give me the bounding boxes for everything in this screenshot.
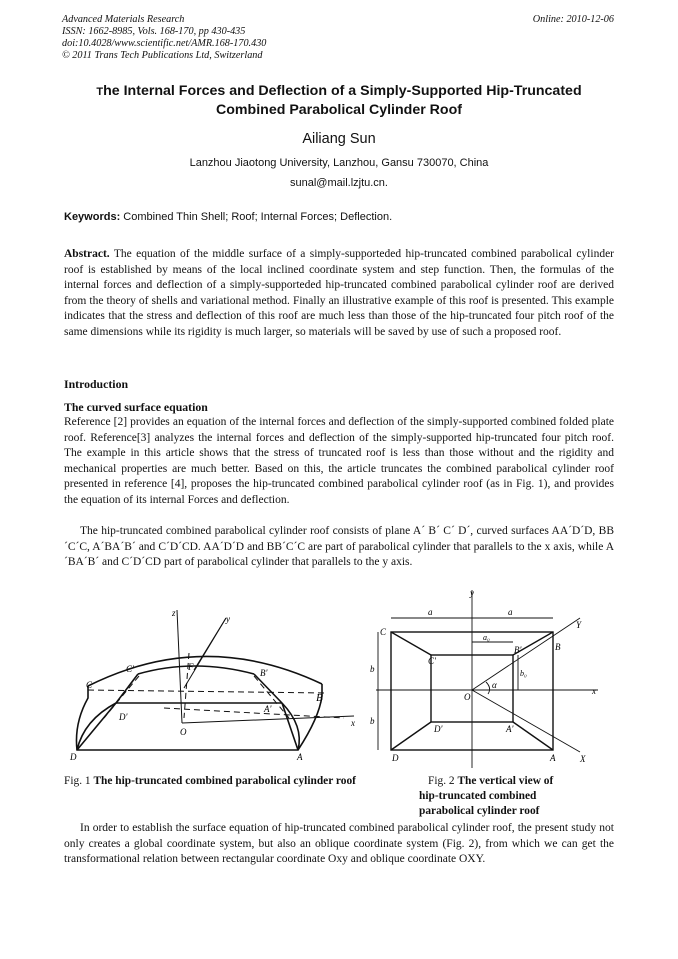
- roof-top-curve: [88, 656, 322, 686]
- email: sunal@mail.lzjtu.cn.: [290, 177, 388, 189]
- fig2-label-B-prime: B': [514, 645, 522, 655]
- fig2-caption-line1: The vertical view of: [457, 775, 554, 787]
- fig1-label-x: x: [351, 718, 355, 728]
- fig2-label-a1: a: [428, 607, 433, 617]
- fig1-label-D-prime: D': [119, 712, 128, 722]
- paper-title: [50, 82, 628, 119]
- fig1-label-A-prime: A': [264, 704, 272, 714]
- fig2-label-O: O: [464, 692, 471, 702]
- affiliation: Lanzhou Jiaotong University, Lanzhou, Gansu 730070, China: [189, 157, 489, 169]
- fig2-label-A-prime: A': [506, 724, 514, 734]
- abstract-label: Abstract.: [64, 248, 110, 260]
- fig1-label-B-prime: B': [260, 668, 268, 678]
- fig2-label-Y: Y: [576, 620, 582, 630]
- abstract: [64, 247, 614, 341]
- fig2-label-X: X: [580, 754, 586, 764]
- title-line2: Combined Parabolical Cylinder Roof: [216, 102, 462, 118]
- paragraph-3: In order to establish the surface equation of hip-truncated combined parabolical cylinder roof, the present study not only creates a global coordinate system, but also an oblique coordinate system (Fig. 2), from which we can get the transformational relation between rectangular coordinate Oxy and oblique coordinate OXY.: [64, 822, 614, 866]
- figure-2-caption: [428, 774, 553, 789]
- paragraph-2: The hip-truncated combined parabolical cylinder roof consists of plane A´ B´ C´ D´, curved surfaces AA´D´D, BB´C´C, A´BA´B´ and C´D´CD. AA´D´D and BB´C´C are part of parabolical cylinder that parallels to the x axis, while A´BA´B´ and C´D´CD part of parabolical cylinder that parallels to the y axis.: [64, 525, 614, 569]
- X-axis: [472, 690, 580, 752]
- fig1-label-A: A: [297, 752, 303, 762]
- title-first-letter: T: [96, 86, 104, 98]
- fig2-label-alpha: α: [492, 680, 497, 690]
- fig1-label-B: B: [316, 692, 323, 704]
- online-date: Online: 2010-12-06: [532, 14, 614, 25]
- fig2-label-C-prime: C': [428, 656, 436, 666]
- fig2-label-x: x: [592, 686, 596, 696]
- fig2-label-a2: a: [508, 607, 513, 617]
- section-heading-introduction: Introduction: [64, 377, 129, 391]
- figure-2-diagram: [368, 590, 608, 770]
- fig2-label-D-prime: D': [434, 724, 443, 734]
- figure-1-caption: [64, 774, 356, 789]
- fig2-label-b1: b: [370, 664, 375, 674]
- journal-header: [62, 14, 266, 62]
- fig1-label-z: z: [172, 608, 176, 618]
- fig2-label-B: B: [555, 642, 561, 652]
- fig1-label-F: F: [188, 662, 194, 672]
- fig1-label-C-prime: C': [126, 664, 134, 674]
- figure-1-diagram: [64, 598, 364, 768]
- subsection-heading: The curved surface equation: [64, 400, 208, 414]
- Y-axis: [472, 618, 580, 690]
- fig1-caption-prefix: Fig. 1: [64, 775, 94, 787]
- keywords-label: Keywords:: [64, 211, 121, 223]
- fig2-label-ao: a₀: [483, 633, 490, 642]
- author: Ailiang Sun: [302, 131, 376, 147]
- fig1-label-C: C: [86, 680, 93, 690]
- fig1-label-D: D: [70, 752, 77, 762]
- fig2-caption-line2-text: hip-truncated combined: [419, 790, 537, 802]
- paragraph-1: Reference [2] provides an equation of the internal forces and deflection of the simply-supported combined folded plate roof. Reference[3] analyzes the internal forces and deflection of the simply-supported hip-truncated four pitch roof. The example in this article shows that the stress of truncated roof is less than those without and the rigidity and mechanical properties are much better. Based on this, the article truncates the combined parabolical cylinder roof presented in reference [4], proposes the hip-truncated combined parabolical cylinder roof (as in Fig. 1), and provides the equation of its internal Forces and deflection.: [64, 416, 614, 506]
- keywords-text: Combined Thin Shell; Roof; Internal Forces; Deflection.: [120, 211, 393, 223]
- fig2-label-y: y: [470, 590, 474, 598]
- copyright: © 2011 Trans Tech Publications Ltd, Switzerland: [62, 50, 263, 61]
- fig2-label-b2: b: [370, 716, 375, 726]
- keywords: [64, 211, 392, 223]
- fig2-label-D: D: [392, 753, 399, 763]
- fig1-label-O: O: [180, 727, 187, 737]
- figure-2-caption-line2: [419, 789, 536, 804]
- fig2-label-C: C: [380, 627, 387, 637]
- fig2-label-bo: b₀: [520, 669, 527, 678]
- fig2-caption-prefix: Fig. 2: [428, 775, 458, 787]
- title-line1: he Internal Forces and Deflection of a Simply-Supported Hip-Truncated: [103, 83, 582, 99]
- issn: ISSN: 1662-8985, Vols. 168-170, pp 430-435: [62, 26, 246, 37]
- fig1-label-y: y: [226, 614, 230, 624]
- figure-2-caption-line3: [419, 804, 539, 819]
- fig1-caption-text: The hip-truncated combined parabolical cylinder roof: [93, 775, 356, 787]
- fig2-label-A: A: [550, 753, 556, 763]
- fig2-caption-line3-text: parabolical cylinder roof: [419, 805, 540, 817]
- journal-name: Advanced Materials Research: [62, 14, 185, 25]
- doi: doi:10.4028/www.scientific.net/AMR.168-170.430: [62, 38, 267, 49]
- abstract-text: The equation of the middle surface of a simply-supporteded hip-truncated combined parabolical cylinder roof is established by means of the local inclined coordinate system and step function. Then, the formulas of the internal forces and deflection of a simply-supporteded hip-truncated combined parabolical cylinder roof are derived from the theory of shells and variational method. Finally an illustrative example of this roof is presented. This example indicates that the stress and deflection of this roof are much less than those of the hip-truncated four pitch roof of the same dimensions while its rigidity is much larger, so materials will be saved by use of such a proposed roof.: [64, 248, 614, 338]
